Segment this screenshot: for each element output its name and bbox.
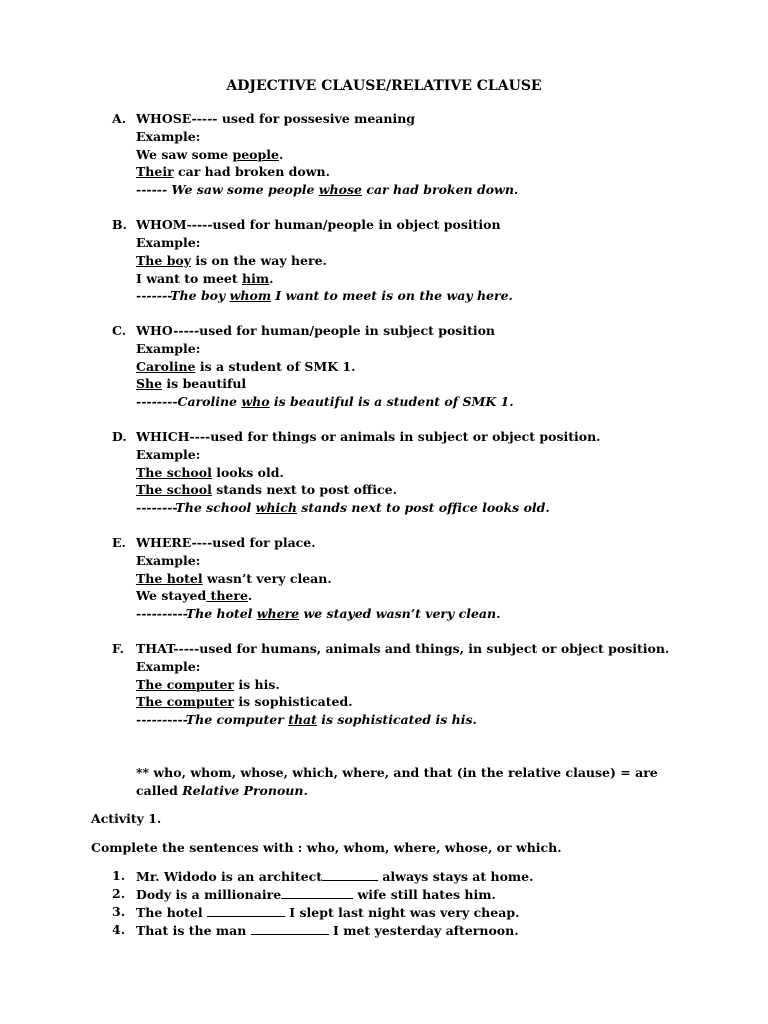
section-label-b: B. (112, 217, 127, 232)
activity-instruction: Complete the sentences with : who, whom, where, whose, or which. (91, 840, 562, 855)
combined-sentence-d: --------The school which stands next to post office looks old. (136, 500, 550, 515)
example-sentence-b2: I want to meet him. (136, 271, 274, 286)
example-label-d: Example: (136, 447, 201, 462)
activity-item-3: The hotel I slept last night was very cheap. (136, 905, 520, 920)
example-sentence-f2: The computer is sophisticated. (136, 694, 353, 709)
activity-item-number: 2. (112, 886, 126, 901)
example-sentence-c1: Caroline is a student of SMK 1. (136, 359, 356, 374)
example-sentence-a1: We saw some people. (136, 147, 284, 162)
note-line-1: ** who, whom, whose, which, where, and that (in the relative clause) = are (136, 765, 658, 780)
activity-item-2: Dody is a millionaire wife still hates him. (136, 887, 496, 902)
example-sentence-c2: She is beautiful (136, 376, 247, 391)
activity-item-4: That is the man I met yesterday afternoon. (136, 923, 519, 938)
section-label-c: C. (112, 323, 127, 338)
section-label-a: A. (112, 111, 127, 126)
example-label-b: Example: (136, 235, 201, 250)
section-heading-e: WHERE----used for place. (136, 535, 316, 550)
example-sentence-a2: Their car had broken down. (136, 164, 330, 179)
section-label-d: D. (112, 429, 127, 444)
section-label-f: F. (112, 641, 124, 656)
section-heading-a: WHOSE----- used for possesive meaning (136, 111, 416, 126)
combined-sentence-a: ------ We saw some people whose car had broken down. (136, 182, 519, 197)
section-heading-f: THAT-----used for humans, animals and things, in subject or object position. (136, 641, 670, 656)
combined-sentence-b: -------The boy whom I want to meet is on the way here. (136, 288, 513, 303)
example-sentence-b1: The boy is on the way here. (136, 253, 327, 268)
activity-item-number: 3. (112, 904, 126, 919)
activity-item-1: Mr. Widodo is an architect always stays at home. (136, 869, 534, 884)
example-sentence-f1: The computer is his. (136, 677, 280, 692)
example-label-e: Example: (136, 553, 201, 568)
answer-blank[interactable] (281, 886, 353, 899)
answer-blank[interactable] (207, 904, 285, 917)
activity-title: Activity 1. (91, 811, 162, 826)
combined-sentence-c: --------Caroline who is beautiful is a student of SMK 1. (136, 394, 514, 409)
answer-blank[interactable] (322, 868, 378, 881)
answer-blank[interactable] (251, 922, 329, 935)
note-line-2: called Relative Pronoun. (136, 783, 308, 798)
combined-sentence-f: ----------The computer that is sophisticated is his. (136, 712, 477, 727)
example-sentence-e2: We stayed there. (136, 588, 253, 603)
example-label-a: Example: (136, 129, 201, 144)
section-label-e: E. (112, 535, 126, 550)
section-heading-b: WHOM-----used for human/people in object position (136, 217, 501, 232)
combined-sentence-e: ----------The hotel where we stayed wasn’t very clean. (136, 606, 501, 621)
activity-item-number: 4. (112, 922, 126, 937)
activity-item-number: 1. (112, 868, 126, 883)
example-sentence-d1: The school looks old. (136, 465, 284, 480)
example-label-f: Example: (136, 659, 201, 674)
page-title: ADJECTIVE CLAUSE/RELATIVE CLAUSE (226, 78, 542, 94)
example-sentence-e1: The hotel wasn’t very clean. (136, 571, 332, 586)
section-heading-d: WHICH----used for things or animals in subject or object position. (136, 429, 601, 444)
example-label-c: Example: (136, 341, 201, 356)
example-sentence-d2: The school stands next to post office. (136, 482, 397, 497)
section-heading-c: WHO-----used for human/people in subject position (136, 323, 496, 338)
